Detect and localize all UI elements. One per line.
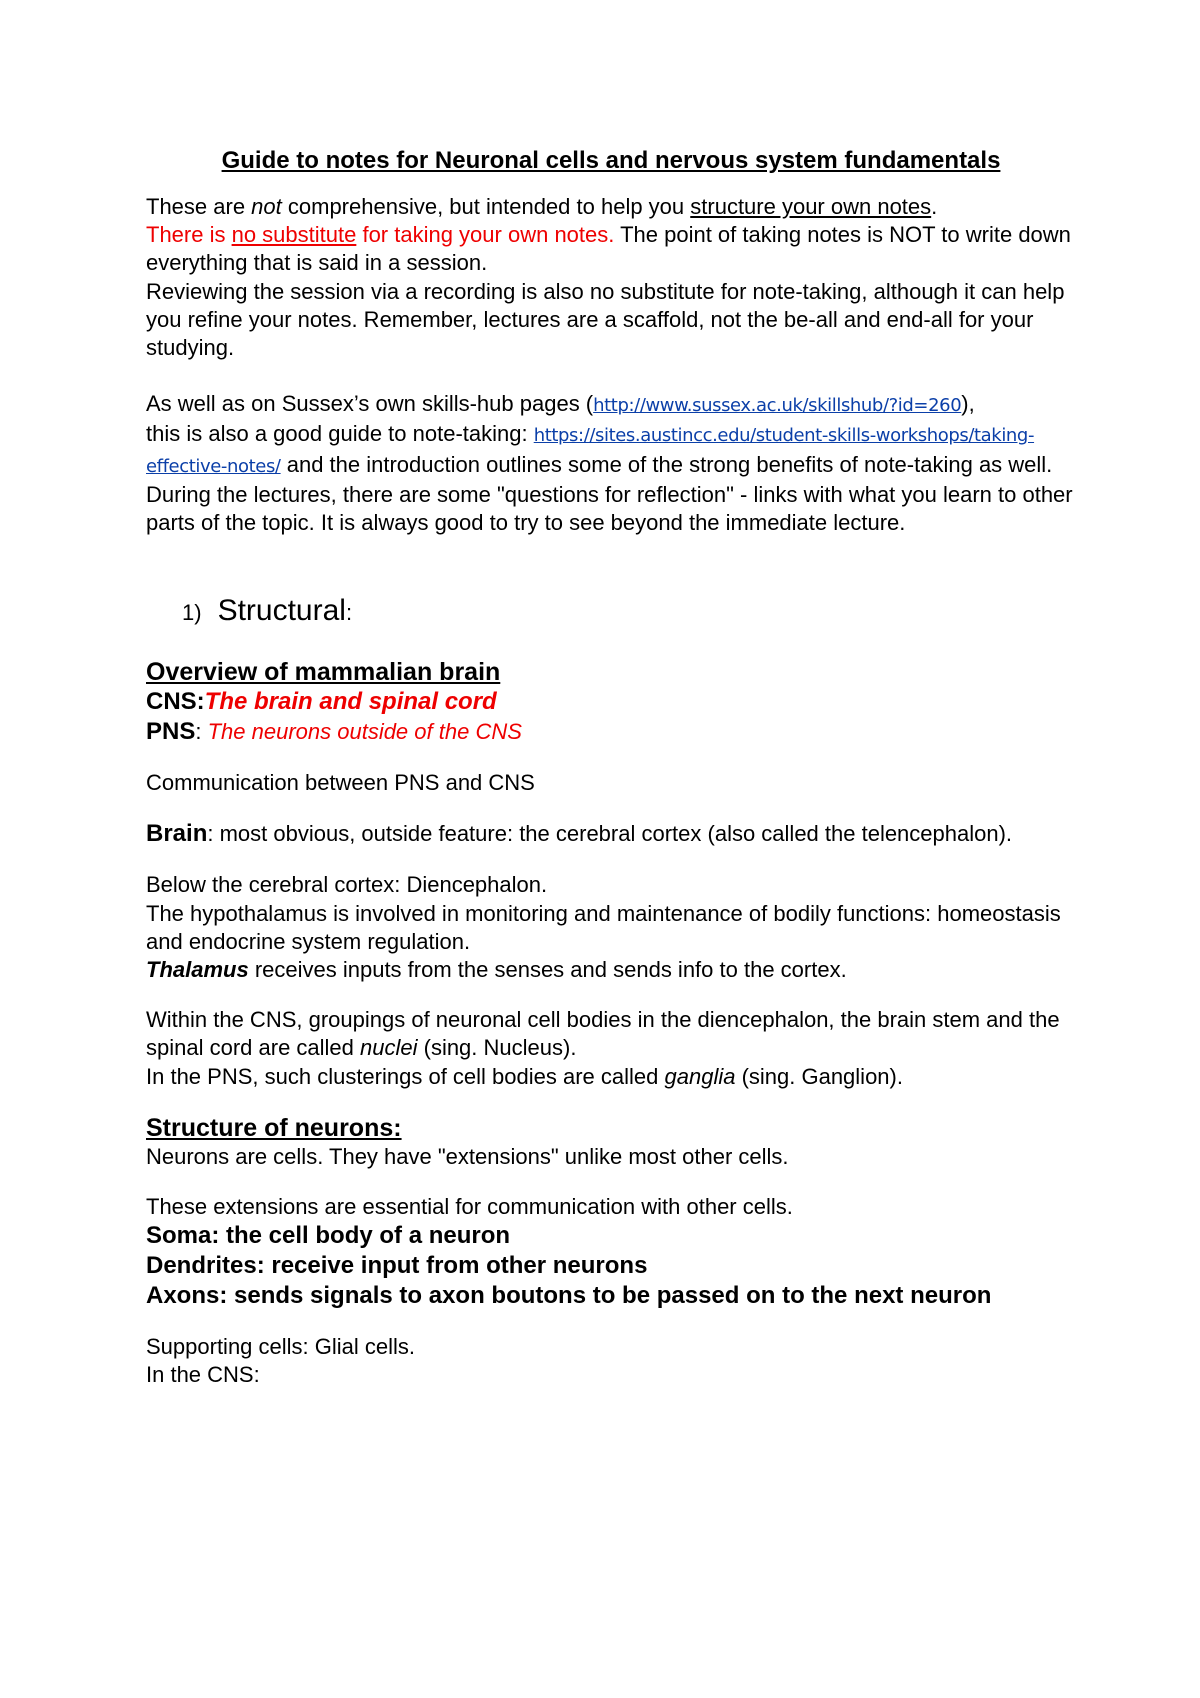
text: (sing. Nucleus). xyxy=(417,1035,577,1061)
intro-paragraph-3: Reviewing the session via a recording is also no substitute for note-taking, although it can help you refine your notes. Remember, lectures are a scaffold, not the be-all and end-all for your studying. xyxy=(146,278,1065,361)
cns-label: CNS: xyxy=(146,688,205,716)
text: . xyxy=(931,194,938,219)
axons-definition: Axons: sends signals to axon boutons to be passed on to the next neuron xyxy=(146,1282,992,1310)
overview-heading: Overview of mammalian brain xyxy=(146,658,501,687)
section-heading-structural xyxy=(182,589,1076,635)
text: this is also a good guide to note-taking: xyxy=(146,421,534,447)
text: and the introduction outlines some of the strong benefits of note-taking as well. xyxy=(280,451,1053,477)
dendrites-definition: Dendrites: receive input from other neurons xyxy=(146,1252,648,1280)
neurons-paragraph-2: These extensions are essential for communication with other cells. xyxy=(146,1194,793,1220)
section-number: 1) xyxy=(182,600,202,626)
cns-definition: The brain and spinal cord xyxy=(204,688,497,716)
intro-paragraph-4 xyxy=(146,390,1076,481)
underlined-structure: structure your own notes xyxy=(690,194,932,219)
text: comprehensive, but intended to help you xyxy=(281,194,691,219)
text: The point of taking notes is NOT to write down everything that is said in a session. xyxy=(146,222,1071,276)
text: ), xyxy=(961,391,975,417)
ganglia-paragraph xyxy=(146,1063,1076,1091)
pns-definition: The neurons outside of the CNS xyxy=(207,719,522,745)
intro-paragraph-5: During the lectures, there are some "questions for reflection" - links with what you learn to other parts of the topic. It is always good to try to see beyond the immediate lecture. xyxy=(146,481,1073,536)
red-text: There is xyxy=(146,222,232,248)
supporting-cells-line: Supporting cells: Glial cells. xyxy=(146,1334,416,1360)
emphasis-not: not xyxy=(251,194,282,219)
neurons-heading: Structure of neurons: xyxy=(146,1113,402,1142)
pns-line xyxy=(146,717,1076,747)
underlined-no-substitute: no substitute xyxy=(231,222,357,248)
text: As well as on Sussex’s own skills-hub pages ( xyxy=(146,391,594,417)
brain-paragraph xyxy=(146,819,1076,849)
intro-paragraph-2 xyxy=(146,221,1076,277)
intro-paragraph-1 xyxy=(146,193,1076,221)
spacer xyxy=(146,797,1076,819)
text: In the PNS, such clusterings of cell bodies are called xyxy=(146,1063,665,1089)
red-text: for taking your own notes. xyxy=(356,222,615,248)
ganglia-term: ganglia xyxy=(664,1063,736,1089)
nuclei-term: nuclei xyxy=(360,1035,418,1061)
soma-definition: Soma: the cell body of a neuron xyxy=(146,1222,511,1250)
communication-line: Communication between PNS and CNS xyxy=(146,770,535,796)
thalamus-label: Thalamus xyxy=(146,957,249,983)
text: : most obvious, outside feature: the cerebral cortex (also called the telencephalon). xyxy=(207,821,1013,847)
brain-label: Brain xyxy=(146,820,208,848)
text: Within the CNS, groupings of neuronal cell bodies in the diencephalon, the brain stem and the spinal cord are called xyxy=(146,1007,1060,1061)
spacer xyxy=(146,1311,1076,1333)
diencephalon-line: Below the cerebral cortex: Diencephalon. xyxy=(146,872,548,898)
spacer xyxy=(146,849,1076,871)
document-body xyxy=(146,146,1076,1390)
spacer xyxy=(146,362,1076,390)
pns-label: PNS xyxy=(146,718,196,746)
text: : xyxy=(345,600,353,626)
text: (sing. Ganglion). xyxy=(735,1063,903,1089)
skillshub-link[interactable]: http://www.sussex.ac.uk/skillshub/?id=260 xyxy=(593,395,962,417)
page-title: Guide to notes for Neuronal cells and nervous system fundamentals xyxy=(221,147,1001,174)
cns-line xyxy=(146,687,1076,717)
in-cns-line: In the CNS: xyxy=(146,1362,260,1388)
text: These are xyxy=(146,194,252,219)
hypothalamus-paragraph: The hypothalamus is involved in monitoring and maintenance of bodily functions: homeostasis and endocrine system regulation. xyxy=(146,900,1061,954)
spacer xyxy=(146,1171,1076,1193)
spacer xyxy=(146,984,1076,1006)
neurons-paragraph-1: Neurons are cells. They have "extensions" unlike most other cells. xyxy=(146,1143,789,1169)
text: receives inputs from the senses and sends info to the cortex. xyxy=(248,957,847,983)
spacer xyxy=(146,747,1076,769)
nuclei-paragraph xyxy=(146,1006,1076,1062)
section-title: Structural xyxy=(217,594,346,628)
text: : xyxy=(195,719,208,745)
thalamus-paragraph xyxy=(146,956,1076,984)
austincc-link[interactable]: https://sites.austincc.edu/student-skills-workshops/taking-effective-notes/ xyxy=(146,425,1035,477)
